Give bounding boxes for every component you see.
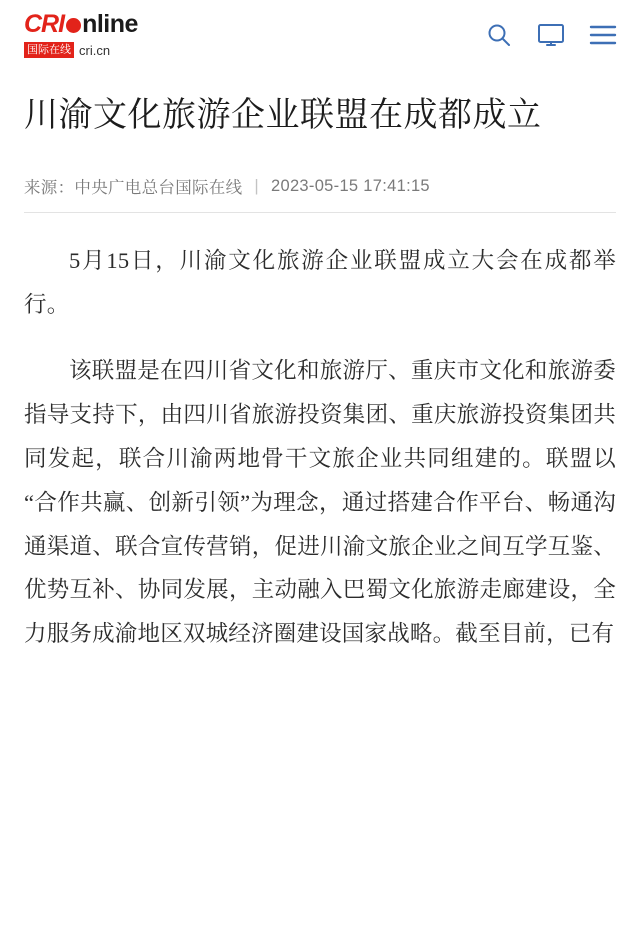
article-body bbox=[24, 239, 616, 656]
logo-url: cri.cn bbox=[79, 42, 111, 58]
publish-timestamp: 2023-05-15 17:41:15 bbox=[271, 176, 430, 195]
site-logo[interactable] bbox=[24, 9, 138, 58]
page-title: 川渝文化旅游企业联盟在成都成立 bbox=[24, 97, 542, 134]
article-meta bbox=[24, 174, 616, 213]
meta-separator: | bbox=[254, 176, 259, 195]
menu-icon[interactable] bbox=[588, 20, 618, 50]
article-paragraph: 该联盟是在四川省文化和旅游厅、重庆市文化和旅游委指导支持下，由四川省旅游投资集团、重庆旅游投资集团共同发起，联合川渝两地骨干文旅企业共同组建的。联盟以“合作共赢、创新引领”为理念，通过搭建合作平台、畅通沟通渠道、联合宣传营销，促进川渝文旅企业之间互学互鉴、优势互补、协同发展，主动融入巴蜀文化旅游走廊建设，全力服务成渝地区双城经济圈建设国家战略。截至目前，已有 bbox=[24, 358, 616, 647]
logo-cri-text: CRI bbox=[24, 9, 65, 38]
logo-online-text: nline bbox=[82, 9, 138, 38]
logo-subtitle bbox=[24, 42, 138, 58]
site-header bbox=[0, 0, 640, 70]
logo-wordmark bbox=[24, 9, 138, 38]
article-paragraph: 5月15日，川渝文化旅游企业联盟成立大会在成都举行。 bbox=[24, 248, 616, 318]
search-icon[interactable] bbox=[484, 20, 514, 50]
monitor-icon[interactable] bbox=[536, 20, 566, 50]
article bbox=[0, 92, 640, 656]
logo-cn-badge: 国际在线 bbox=[24, 42, 74, 58]
header-actions bbox=[484, 20, 618, 50]
source-name: 中央广电总台国际在线 bbox=[74, 179, 243, 198]
source-label: 来源： bbox=[24, 179, 75, 198]
logo-dot-icon bbox=[66, 18, 81, 33]
